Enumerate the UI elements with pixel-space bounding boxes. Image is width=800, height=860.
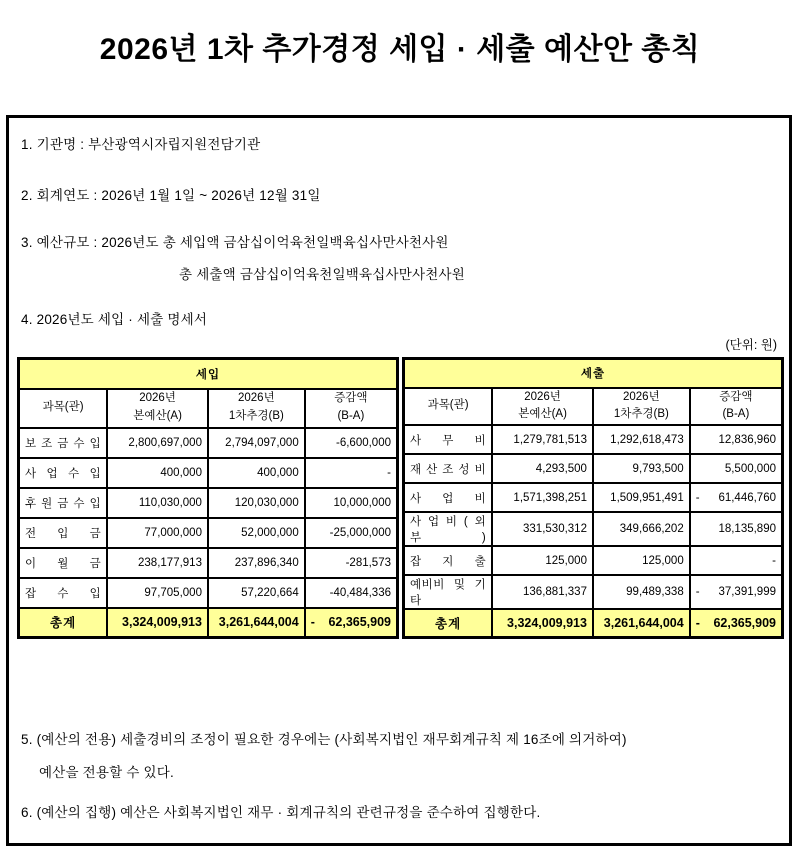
clause-2-fiscal-year: 2. 회계연도 : 2026년 1월 1일 ~ 2026년 12월 31일 [21,188,321,203]
expense-total-row [404,609,783,637]
row-diff: - 37,391,999 [690,575,783,609]
row-label: 예비비 및 기타 [404,575,493,609]
unit-note: (단위: 원) [725,338,777,352]
row-budget-a: 125,000 [492,546,593,575]
expense-row [404,483,783,512]
revenue-row [19,488,398,518]
total-budget-a: 3,324,009,913 [107,608,208,637]
row-budget-a: 136,881,337 [492,575,593,609]
row-budget-a: 110,030,000 [107,488,208,518]
row-budget-a: 77,000,000 [107,518,208,548]
row-budget-a: 400,000 [107,458,208,488]
row-label: 이 월 금 [19,548,108,578]
revenue-row [19,428,398,458]
row-diff: -281,573 [305,548,398,578]
row-budget-b: 1,292,618,473 [593,425,690,454]
row-diff: - 61,446,760 [690,483,783,512]
clause-3-budget-scale-line2: 총 세출액 금삼십이억육천일백육십사만사천사원 [179,267,465,282]
clause-6-budget-execution: 6. (예산의 집행) 예산은 사회복지법인 재무 · 회계규칙의 관련규정을 준수하여 집행한다. [21,805,541,820]
revenue-row [19,518,398,548]
row-budget-a: 2,800,697,000 [107,428,208,458]
row-budget-a: 1,279,781,513 [492,425,593,454]
revenue-row [19,548,398,578]
row-budget-a: 1,571,398,251 [492,483,593,512]
row-budget-b: 349,666,202 [593,512,690,546]
row-label: 사 업 비 [404,483,493,512]
revenue-table [17,357,399,639]
revenue-section-header: 세입 [19,359,398,389]
row-diff: - [305,458,398,488]
row-budget-b: 120,030,000 [208,488,305,518]
row-label: 잡 지 출 [404,546,493,575]
row-budget-b: 237,896,340 [208,548,305,578]
row-label: 잡 수 입 [19,578,108,608]
total-label: 총계 [19,608,108,637]
revenue-col-header-a: 2026년 본예산(A) [107,389,208,428]
revenue-col-header-b: 2026년 1차추경(B) [208,389,305,428]
row-budget-a: 4,293,500 [492,454,593,483]
expense-row [404,425,783,454]
row-budget-b: 99,489,338 [593,575,690,609]
row-label: 후 원 금 수 입 [19,488,108,518]
row-budget-b: 1,509,951,491 [593,483,690,512]
row-budget-b: 2,794,097,000 [208,428,305,458]
row-diff: - [690,546,783,575]
revenue-col-header-diff: 증감액 (B-A) [305,389,398,428]
budget-tables [17,357,784,639]
expense-col-header-b: 2026년 1차추경(B) [593,388,690,426]
clause-4-statement: 4. 2026년도 세입 · 세출 명세서 [21,312,208,327]
clause-3-budget-scale: 3. 예산규모 : 2026년도 총 세입액 금삼십이억육천일백육십사만사천사원 [21,235,449,250]
row-budget-b: 57,220,664 [208,578,305,608]
revenue-total-row [19,608,398,637]
row-budget-b: 400,000 [208,458,305,488]
total-budget-b: 3,261,644,004 [593,609,690,637]
row-label: 사 업 수 입 [19,458,108,488]
clause-1-agency-name: 1. 기관명 : 부산광역시자립지원전담기관 [21,137,261,152]
revenue-row [19,578,398,608]
row-budget-a: 238,177,913 [107,548,208,578]
row-label: 사 업 비 ( 외 부 ) [404,512,493,546]
row-label: 재 산 조 성 비 [404,454,493,483]
row-label: 보 조 금 수 입 [19,428,108,458]
expense-col-header-subject: 과목(관) [404,388,493,426]
row-budget-a: 97,705,000 [107,578,208,608]
row-diff: 5,500,000 [690,454,783,483]
clause-5-budget-transfer: 5. (예산의 전용) 세출경비의 조정이 필요한 경우에는 (사회복지법인 재무회계규칙 제 16조에 의거하여) [21,732,627,747]
row-budget-b: 52,000,000 [208,518,305,548]
revenue-col-header-subject: 과목(관) [19,389,108,428]
expense-row [404,512,783,546]
total-label: 총계 [404,609,493,637]
expense-section-header: 세출 [404,359,783,388]
row-diff: 10,000,000 [305,488,398,518]
row-budget-b: 125,000 [593,546,690,575]
row-label: 전 입 금 [19,518,108,548]
expense-table [402,357,784,639]
revenue-row [19,458,398,488]
row-diff: -6,600,000 [305,428,398,458]
row-label: 사 무 비 [404,425,493,454]
row-diff: 12,836,960 [690,425,783,454]
expense-col-header-a: 2026년 본예산(A) [492,388,593,426]
expense-row [404,454,783,483]
total-diff: - 62,365,909 [690,609,783,637]
row-diff: -40,484,336 [305,578,398,608]
row-budget-a: 331,530,312 [492,512,593,546]
total-budget-a: 3,324,009,913 [492,609,593,637]
total-budget-b: 3,261,644,004 [208,608,305,637]
total-diff: - 62,365,909 [305,608,398,637]
clause-5-budget-transfer-line2: 예산을 전용할 수 있다. [39,765,174,780]
row-diff: -25,000,000 [305,518,398,548]
row-budget-b: 9,793,500 [593,454,690,483]
row-diff: 18,135,890 [690,512,783,546]
document-border-box [6,115,792,846]
expense-row [404,575,783,609]
expense-col-header-diff: 증감액 (B-A) [690,388,783,426]
expense-row [404,546,783,575]
page-title: 2026년 1차 추가경정 세입 · 세출 예산안 총칙 [99,33,701,66]
